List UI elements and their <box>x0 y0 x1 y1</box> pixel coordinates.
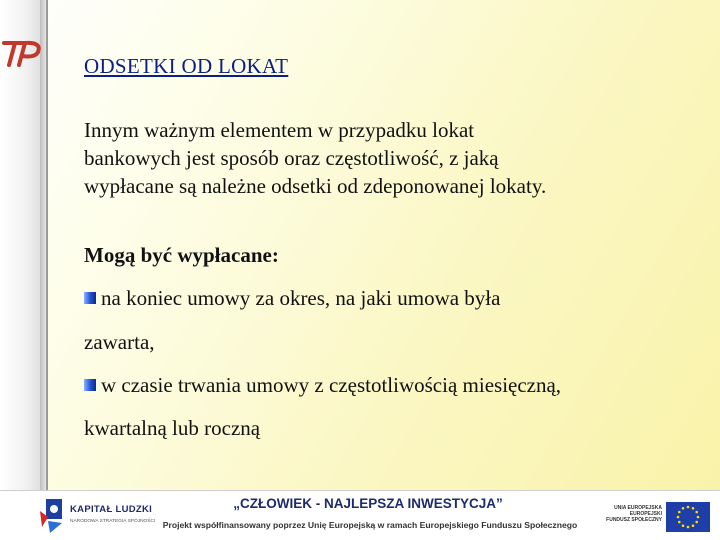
sidebar-shade <box>40 0 46 490</box>
footer-project-line: Projekt współfinansowany poprzez Unię Europejską w ramach Europejskiego Funduszu Społecznego <box>162 520 578 530</box>
kapital-ludzki-subtitle: NARODOWA STRATEGIA SPÓJNOŚCI <box>70 519 156 524</box>
eu-label-line: UNIA EUROPEJSKA <box>614 505 662 511</box>
intro-paragraph <box>84 116 684 200</box>
eu-label-line: FUNDUSZ SPOŁECZNY <box>606 517 662 523</box>
slide-title: ODSETKI OD LOKAT <box>84 54 289 78</box>
left-sidebar-strip <box>0 0 48 490</box>
footer-banner <box>0 490 720 540</box>
paragraph-line: Innym ważnym elementem w przypadku lokat <box>84 118 475 142</box>
kapital-ludzki-title: KAPITAŁ LUDZKI <box>70 504 153 515</box>
tp-logo-icon <box>2 34 44 68</box>
paragraph-line: bankowych jest sposób oraz częstotliwość, z jaką <box>84 146 499 170</box>
bullet-item-text: na koniec umowy za okres, na jaki umowa była <box>101 286 501 310</box>
paragraph-line: wypłacane są należne odsetki od zdeponowanej lokaty. <box>84 174 547 198</box>
eu-flag-icon <box>666 502 710 532</box>
eu-label <box>590 505 662 523</box>
bullet-item-continuation: zawarta, <box>84 330 155 354</box>
bullet-square-icon <box>84 379 96 391</box>
kapital-ludzki-logo-icon <box>36 497 66 535</box>
bullet-item-text: w czasie trwania umowy z częstotliwością miesięczną, <box>101 373 562 397</box>
subheading: Mogą być wypłacane: <box>84 243 279 267</box>
eu-label-line: EUROPEJSKI <box>629 511 662 517</box>
bullet-item-continuation: kwartalną lub roczną <box>84 416 261 440</box>
bullet-square-icon <box>84 292 96 304</box>
footer-slogan: „CZŁOWIEK - NAJLEPSZA INWESTYCJA” <box>233 496 503 511</box>
